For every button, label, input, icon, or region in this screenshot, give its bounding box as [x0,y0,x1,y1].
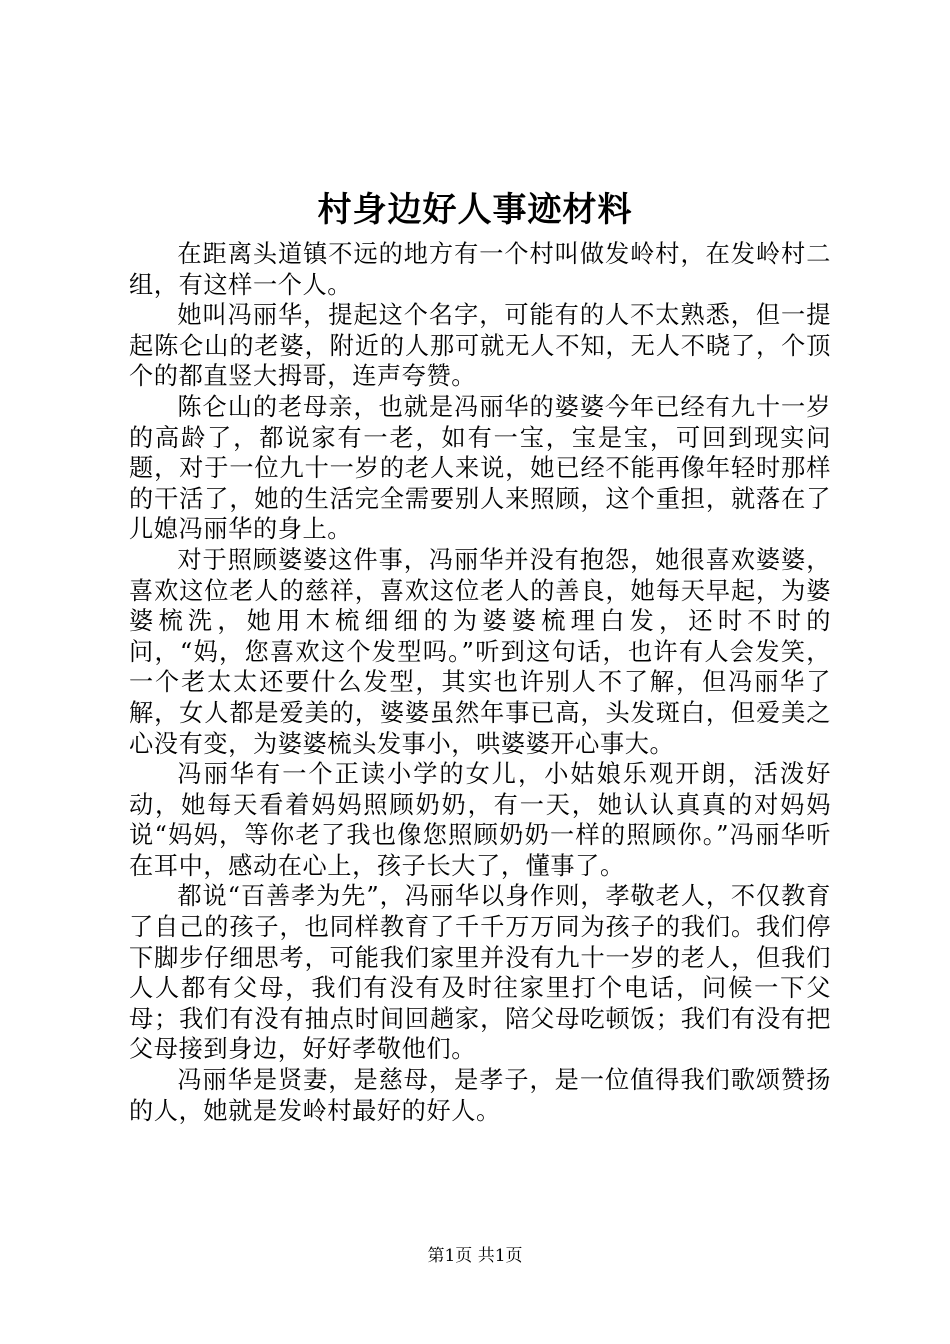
paragraph: 陈仑山的老母亲，也就是冯丽华的婆婆今年已经有九十一岁的高龄了，都说家有一老，如有一宝，宝是宝，可回到现实问题，对于一位九十一岁的老人来说，她已经不能再像年轻时那样的干活了，她的生活完全需要别人来照顾，这个重担，就落在了儿媳冯丽华的身上。 [129,392,831,544]
paragraph: 冯丽华有一个正读小学的女儿，小姑娘乐观开朗，活泼好动，她每天看着妈妈照顾奶奶，有一天，她认认真真的对妈妈说“妈妈，等你老了我也像您照顾奶奶一样的照顾你。”冯丽华听在耳中，感动在心上，孩子长大了，懂事了。 [129,760,831,880]
paragraph: 冯丽华是贤妻，是慈母，是孝子，是一位值得我们歌颂赞扬的人，她就是发岭村最好的好人。 [129,1066,831,1125]
paragraph: 她叫冯丽华，提起这个名字，可能有的人不太熟悉，但一提起陈仑山的老婆，附近的人那可就无人不知，无人不晓了，个顶个的都直竖大拇哥，连声夸赞。 [129,301,831,391]
paragraph: 对于照顾婆婆这件事，冯丽华并没有抱怨，她很喜欢婆婆，喜欢这位老人的慈祥，喜欢这位老人的善良，她每天早起，为婆婆梳洗，她用木梳细细的为婆婆梳理白发，还时不时的问，“妈，您喜欢这个发型吗。”听到这句话，也许有人会发笑，一个老太太还要什么发型，其实也许别人不了解，但冯丽华了解，女人都是爱美的，婆婆虽然年事已高，头发斑白，但爱美之心没有变，为婆婆梳头发事小，哄婆婆开心事大。 [129,545,831,758]
document-title: 村身边好人事迹材料 [317,190,633,230]
paragraph: 在距离头道镇不远的地方有一个村叫做发岭村，在发岭村二组，有这样一个人。 [129,240,831,299]
paragraph: 都说“百善孝为先”，冯丽华以身作则，孝敬老人，不仅教育了自己的孩子，也同样教育了千千万万同为孩子的我们。我们停下脚步仔细思考，可能我们家里并没有九十一岁的老人，但我们人人都有父母，我们有没有及时往家里打个电话，问候一下父母；我们有没有抽点时间回趟家，陪父母吃顿饭；我们有没有把父母接到身边，好好孝敬他们。 [129,882,831,1064]
page-footer: 第1页 共1页 [427,1246,523,1266]
document-body [129,239,831,1126]
